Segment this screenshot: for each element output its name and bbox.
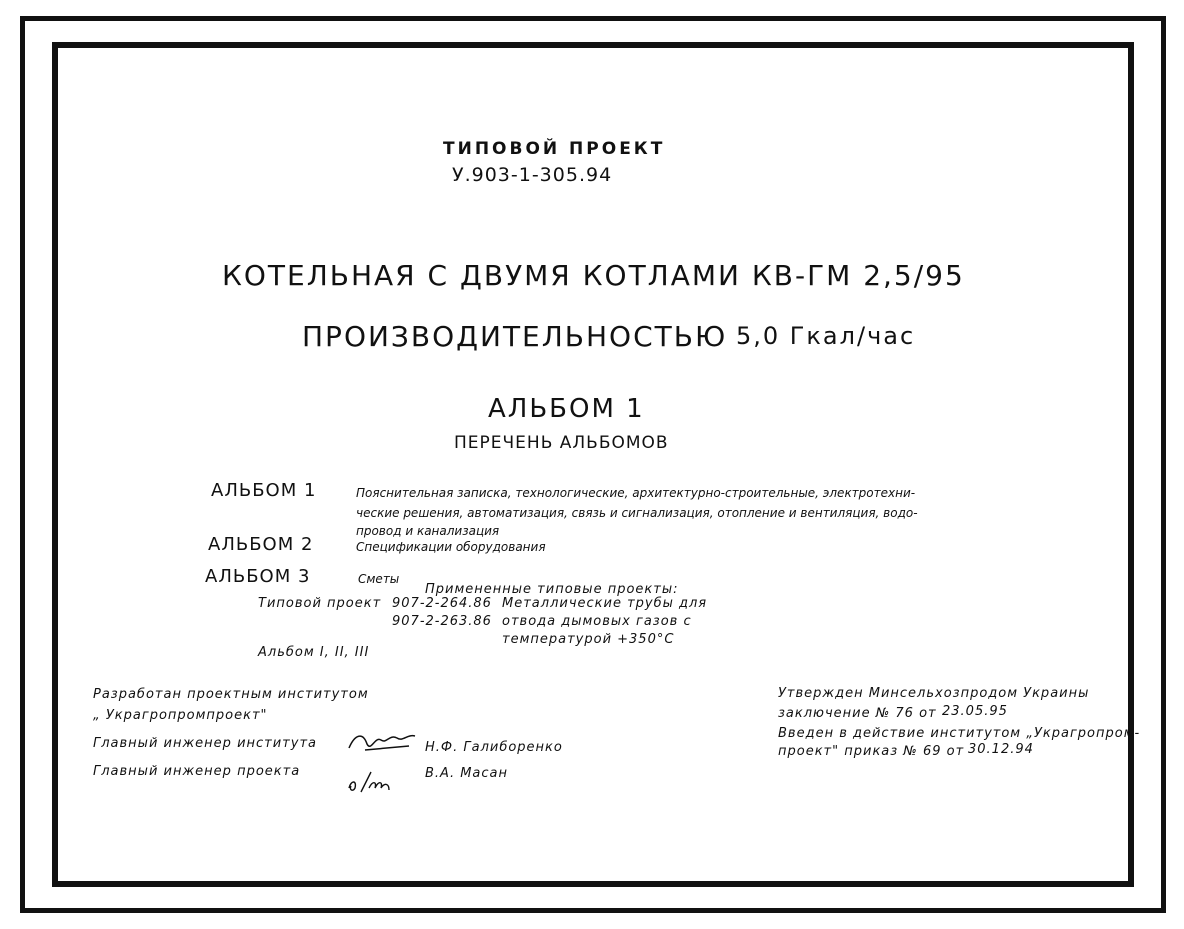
order-label: проект" приказ № 69 от (778, 744, 965, 759)
order-date: 30.12.94 (968, 742, 1034, 757)
album-title: АЛЬБОМ 1 (488, 394, 645, 424)
institute-name: „ Украгропромпроект" (93, 708, 268, 723)
applied-code-1: 907-2-264.86 (392, 596, 492, 611)
album-3-label: АЛЬБОМ 3 (205, 566, 311, 587)
album-2-desc: Спецификации оборудования (356, 540, 546, 554)
signature-institute (345, 728, 425, 756)
conclusion-label: заключение № 76 от (778, 706, 937, 721)
applied-desc-line-2: отвода дымовых газов с (502, 614, 692, 629)
introduced-by: Введен в действие институтом „Украгропром- (778, 726, 1141, 741)
chief-engineer-project-name: В.А. Масан (425, 766, 509, 781)
applied-code-2: 907-2-263.86 (392, 614, 492, 629)
album-1-desc-line-2: ческие решения, автоматизация, связь и сигнализация, отопление и вентиляция, водо- (356, 506, 918, 520)
applied-heading: Примененные типовые проекты: (425, 582, 679, 597)
album-3-desc: Сметы (358, 572, 400, 586)
signature-project (345, 770, 395, 796)
album-2-label: АЛЬБОМ 2 (208, 534, 314, 555)
chief-engineer-project-label: Главный инженер проекта (93, 764, 301, 779)
applied-desc-line-3: температурой +350°С (502, 632, 675, 647)
chief-engineer-institute-label: Главный инженер института (93, 736, 317, 751)
applied-prefix: Типовой проект (258, 596, 382, 611)
chief-engineer-institute-name: Н.Ф. Галиборенко (425, 740, 563, 755)
developed-by: Разработан проектным институтом (93, 687, 369, 702)
album-list-heading: ПЕРЕЧЕНЬ АЛЬБОМОВ (454, 433, 669, 453)
title-line-2-value: 5,0 Гкал/час (736, 322, 916, 350)
project-code: У.903-1-305.94 (452, 164, 613, 186)
conclusion-date: 23.05.95 (942, 704, 1008, 719)
applied-albums-ref: Альбом I, II, III (258, 645, 370, 660)
approved-by: Утвержден Минсельхозпродом Украины (778, 686, 1090, 701)
album-1-desc-line-1: Пояснительная записка, технологические, архитектурно-строительные, электротехни- (356, 486, 916, 500)
title-line-2-label: ПРОИЗВОДИТЕЛЬНОСТЬЮ (302, 320, 728, 353)
applied-desc-line-1: Металлические трубы для (502, 596, 708, 611)
album-1-label: АЛЬБОМ 1 (211, 480, 317, 501)
title-line-1: КОТЕЛЬНАЯ С ДВУМЯ КОТЛАМИ КВ-ГМ 2,5/95 (222, 259, 965, 292)
album-1-desc-line-3: провод и канализация (356, 524, 500, 538)
type-project-label: ТИПОВОЙ ПРОЕКТ (443, 139, 666, 159)
